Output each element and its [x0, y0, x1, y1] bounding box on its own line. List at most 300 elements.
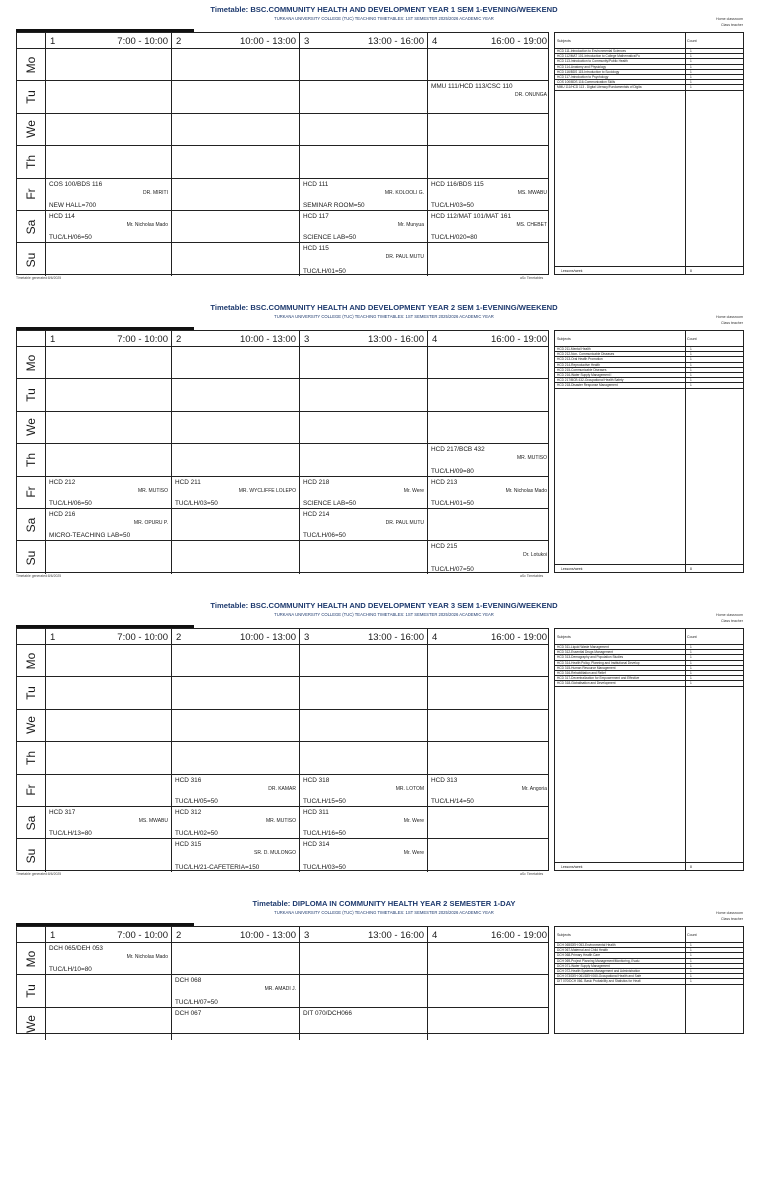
course-code: HCD 117 — [303, 213, 329, 220]
course-code: HCD 218 — [303, 478, 330, 486]
empty-cell — [171, 541, 299, 573]
period-time: 16:00 - 19:00 — [491, 334, 547, 345]
day-label-cell — [17, 379, 45, 410]
empty-cell — [171, 412, 299, 443]
subjects-list — [555, 645, 743, 687]
timetable-grid — [16, 32, 549, 275]
subjects-panel — [554, 32, 744, 275]
subject-name: HCD 212-Non- Communicable Diseases — [557, 352, 615, 357]
day-label-cell — [17, 477, 45, 508]
timetable-title: Timetable: BSC.COMMUNITY HEALTH AND DEVELOPMENT YEAR 2 SEM 1-EVENING/WEEKEND — [210, 303, 558, 312]
lecturer-name: DR. KAMAR — [268, 785, 296, 792]
empty-cell — [45, 742, 171, 773]
lessons-count: 8 — [690, 864, 692, 869]
empty-cell — [45, 645, 171, 676]
course-code: HCD 214 — [303, 511, 330, 518]
footer-generated: Timetable generated:8/6/2025 — [16, 871, 62, 876]
empty-cell — [299, 146, 427, 177]
subject-count: 1 — [690, 953, 692, 958]
subject-name: HCD 117-Introduction to Psychology — [557, 74, 609, 79]
day-row — [17, 412, 548, 444]
day-label-cell — [17, 839, 45, 871]
course-code: HCD 313 — [431, 776, 458, 784]
course-code: HCD 215 — [431, 543, 458, 551]
course-code: HCD 317 — [49, 809, 76, 816]
timetable-grid — [16, 330, 549, 573]
subject-count: 1 — [690, 948, 692, 953]
subject-count: 1 — [690, 378, 692, 383]
subject-count: 1 — [690, 357, 692, 362]
day-row — [17, 509, 548, 541]
empty-cell — [427, 146, 550, 177]
lecturer-name: MS. MWABU — [517, 189, 547, 196]
empty-cell — [171, 146, 299, 177]
subject-count: 1 — [690, 645, 692, 649]
period-number: 2 — [176, 632, 182, 643]
lecturer-name: DR. MIRITI — [143, 189, 168, 196]
subject-name: HCD 215-Communicable Diseases — [557, 367, 607, 372]
period-header-cell — [171, 33, 299, 48]
empty-cell — [171, 509, 299, 540]
empty-cell — [45, 541, 171, 573]
empty-cell — [171, 742, 299, 773]
lecturer-name: MR. WYCLIFFE LOLEPO — [238, 487, 296, 494]
day-label-cell — [17, 444, 45, 475]
lesson-cell — [45, 179, 171, 210]
subjects-label: Subjects — [557, 337, 571, 341]
empty-cell — [427, 839, 550, 871]
class-teacher-label: Class teacher — [721, 619, 743, 623]
timetable-subtitle: TURKANA UNIVERSITY COLLEGE (TUC) TEACHING TIMETABLES: 1ST SEMESTER 2025/2026 ACADEMIC YEAR — [274, 910, 494, 915]
room-name: TUC/LH/16=50 — [303, 830, 346, 838]
empty-cell — [299, 541, 427, 573]
footer-generated: Timetable generated:8/6/2025 — [16, 573, 62, 578]
lecturer-name: Mr. Angoria — [521, 785, 547, 792]
period-time: 7:00 - 10:00 — [117, 36, 168, 47]
subject-name: HCD 114-Anatomy and Physiology — [557, 64, 607, 69]
lesson-cell — [171, 807, 299, 838]
room-name: MICRO-TEACHING LAB=50 — [49, 532, 131, 540]
day-label: Mo — [24, 354, 38, 372]
course-code: HCD 116/BDS 115 — [431, 180, 484, 188]
subject-row — [555, 383, 743, 388]
day-row — [17, 541, 548, 573]
subject-name: DCH 065/DEH 053-Environmental Health — [557, 943, 616, 947]
timetable-section — [0, 596, 768, 894]
day-row — [17, 243, 548, 275]
subject-name: HCD 312-Essential Drugs Management — [557, 650, 613, 655]
empty-cell — [171, 347, 299, 378]
day-label-cell — [17, 347, 45, 378]
empty-cell — [171, 211, 299, 242]
timetable-title: Timetable: BSC.COMMUNITY HEALTH AND DEVELOPMENT YEAR 1 SEM 1-EVENING/WEEKEND — [210, 5, 558, 14]
period-header-row — [17, 331, 548, 347]
course-code: DCH 067 — [175, 1009, 202, 1017]
subject-count: 1 — [690, 958, 692, 963]
lesson-cell — [299, 211, 427, 242]
day-label: Mo — [24, 56, 38, 74]
course-code: DCH 068 — [175, 977, 202, 985]
period-time: 13:00 - 16:00 — [368, 930, 424, 941]
empty-cell — [427, 975, 550, 1006]
home-classroom-block — [716, 16, 743, 28]
empty-cell — [299, 710, 427, 741]
empty-cell — [45, 710, 171, 741]
day-row — [17, 775, 548, 807]
subjects-panel — [554, 628, 744, 871]
empty-cell — [299, 645, 427, 676]
timetable-subtitle: TURKANA UNIVERSITY COLLEGE (TUC) TEACHING TIMETABLES: 1ST SEMESTER 2025/2026 ACADEMIC YEAR — [274, 16, 494, 21]
subject-name: COS 100/BDS 116-Communication Skills — [557, 80, 616, 85]
day-label: Tu — [24, 984, 38, 998]
subject-name: DIT 070/DCH 066- Basic Probability and Statistics for Healt — [557, 979, 641, 984]
empty-cell — [299, 742, 427, 773]
class-teacher-label: Class teacher — [721, 23, 743, 27]
empty-cell — [427, 379, 550, 410]
subject-name: HCD 113-Introduction to Community/Public Health — [557, 59, 628, 64]
lecturer-name: Mr. Nicholas Mado — [126, 222, 168, 228]
empty-cell — [427, 509, 550, 540]
period-number: 4 — [432, 930, 438, 941]
subject-count: 1 — [690, 85, 692, 90]
home-classroom-block — [716, 612, 743, 624]
class-teacher-label: Class teacher — [721, 321, 743, 325]
empty-cell — [427, 645, 550, 676]
subject-name: HCD 317-Decentralization for Empowerment and Effective — [557, 676, 640, 681]
lesson-cell — [45, 211, 171, 242]
subject-count: 1 — [690, 59, 692, 64]
day-label: Su — [24, 252, 38, 267]
room-name: NEW HALL=700 — [49, 201, 97, 209]
subject-name: HCD 116/BDS 115-Introduction to Sociology — [557, 69, 620, 74]
period-time: 13:00 - 16:00 — [368, 632, 424, 643]
timetable-grid — [16, 628, 549, 871]
timetable-title: Timetable: DIPLOMA IN COMMUNITY HEALTH YEAR 2 SEMESTER 1-DAY — [252, 899, 516, 908]
course-code: HCD 216 — [49, 511, 76, 518]
day-label: Sa — [24, 517, 38, 533]
room-name: TUC/LH/06=50 — [49, 499, 92, 507]
course-code: HCD 316 — [175, 776, 202, 784]
lesson-cell — [171, 839, 299, 871]
subject-name: HCD 218-Disaster Response Management — [557, 383, 618, 388]
course-code: DCH 065/DEH 053 — [49, 945, 103, 952]
lesson-cell — [299, 775, 427, 806]
subject-name: HCD 316-Rehabilitation and Relief — [557, 670, 606, 675]
subject-count: 1 — [690, 347, 692, 351]
period-header-cell — [171, 629, 299, 644]
home-classroom-block — [716, 314, 743, 326]
empty-cell — [45, 81, 171, 112]
day-label: We — [24, 716, 38, 735]
period-time: 7:00 - 10:00 — [117, 334, 168, 345]
subject-name: DCH 071-Water Supply Management — [557, 963, 610, 968]
lecturer-name: DR. ONUNGA — [515, 92, 547, 99]
lesson-cell — [427, 179, 550, 210]
period-number: 4 — [432, 632, 438, 643]
day-row — [17, 477, 548, 509]
subject-row — [555, 979, 743, 984]
timetable-subtitle: TURKANA UNIVERSITY COLLEGE (TUC) TEACHING TIMETABLES: 1ST SEMESTER 2025/2026 ACADEMIC YEAR — [274, 612, 494, 617]
home-classroom-label: Home classroom — [716, 911, 743, 915]
room-name: TUC/LH/020=80 — [431, 234, 478, 242]
subject-name: MMU 111/HCD 113 - Digital Literacy/Fundamentals of Digita — [557, 85, 642, 90]
lecturer-name: MS. MWABU — [138, 818, 168, 824]
day-label-cell — [17, 975, 45, 1006]
room-name: SCIENCE LAB=50 — [303, 499, 357, 507]
subject-name: DCH 069-Project Planning Management/Monitoring, Evalu — [557, 958, 640, 963]
day-label-cell — [17, 211, 45, 242]
lecturer-name: MR. OPURU P. — [133, 520, 168, 526]
timetable-title: Timetable: BSC.COMMUNITY HEALTH AND DEVELOPMENT YEAR 3 SEM 1-EVENING/WEEKEND — [210, 601, 558, 610]
lesson-cell — [171, 975, 299, 1006]
subjects-panel — [554, 330, 744, 573]
subject-count: 1 — [690, 943, 692, 947]
subject-count: 1 — [690, 80, 692, 85]
day-row — [17, 839, 548, 871]
room-name: SCIENCE LAB=50 — [303, 234, 357, 242]
count-label: Count — [687, 337, 697, 341]
period-header-cell — [427, 629, 550, 644]
day-row — [17, 49, 548, 81]
day-row — [17, 114, 548, 146]
subject-count: 1 — [690, 670, 692, 675]
lessons-label: Lessons/week — [561, 566, 583, 571]
lesson-cell — [427, 775, 550, 806]
lecturer-name: SR. D. MULONGO — [254, 850, 296, 857]
room-name: TUC/LH/14=50 — [431, 797, 474, 805]
empty-cell — [45, 49, 171, 80]
empty-cell — [171, 645, 299, 676]
room-name: TUC/LH/06=50 — [49, 234, 92, 242]
period-header-cell — [45, 927, 171, 942]
day-label-cell — [17, 146, 45, 177]
empty-cell — [427, 943, 550, 974]
course-code: HCD 311 — [303, 809, 329, 816]
subject-name: HCD 217/BCB 432-Occupational Health Safety — [557, 378, 624, 383]
period-number: 2 — [176, 334, 182, 345]
day-row — [17, 645, 548, 677]
period-number: 2 — [176, 930, 182, 941]
room-name: TUC/LH/09=80 — [431, 467, 474, 475]
day-label-cell — [17, 81, 45, 112]
lecturer-name: MR. MUTISO — [138, 487, 168, 494]
empty-cell — [299, 677, 427, 708]
day-label: Tu — [24, 388, 38, 402]
lessons-per-week-row — [555, 564, 743, 572]
period-time: 7:00 - 10:00 — [117, 632, 168, 643]
period-number: 3 — [304, 36, 310, 47]
subjects-panel — [554, 926, 744, 1034]
subject-count: 1 — [690, 352, 692, 357]
lessons-count: 8 — [690, 566, 692, 571]
class-teacher-label: Class teacher — [721, 917, 743, 921]
subject-count: 1 — [690, 974, 692, 979]
empty-cell — [171, 243, 299, 275]
count-label: Count — [687, 635, 697, 639]
period-number: 1 — [50, 930, 56, 941]
period-time: 10:00 - 13:00 — [240, 632, 296, 643]
subject-count: 1 — [690, 362, 692, 367]
room-name: TUC/LH/03=50 — [431, 201, 474, 209]
subjects-label: Subjects — [557, 933, 571, 937]
subject-name: DCH 068-Primary Health Care — [557, 953, 601, 958]
period-number: 3 — [304, 334, 310, 345]
period-header-cell — [299, 33, 427, 48]
course-code: HCD 318 — [303, 776, 330, 784]
period-time: 7:00 - 10:00 — [117, 930, 168, 941]
lesson-cell — [299, 477, 427, 508]
day-row — [17, 710, 548, 742]
subject-count: 1 — [690, 372, 692, 377]
course-code: HCD 314 — [303, 841, 330, 849]
course-code: HCD 212 — [49, 478, 76, 486]
subjects-header — [555, 927, 743, 943]
lecturer-name: Mr. Munyua — [397, 222, 424, 228]
period-header-cell — [45, 629, 171, 644]
day-label: Su — [24, 848, 38, 863]
course-code: HCD 114 — [49, 213, 75, 220]
lecturer-name: MR. AMADI J. — [264, 986, 296, 993]
empty-cell — [171, 114, 299, 145]
day-label: Fr — [24, 784, 38, 796]
day-label-cell — [17, 677, 45, 708]
day-label: Fr — [24, 486, 38, 498]
empty-cell — [171, 379, 299, 410]
course-code: DIT 070/DCH066 — [303, 1009, 352, 1017]
footer-software: aSc Timetables — [520, 573, 544, 578]
lessons-count: 8 — [690, 268, 692, 273]
room-name: TUC/LH/10=80 — [49, 966, 92, 974]
day-label-cell — [17, 541, 45, 573]
empty-cell — [299, 412, 427, 443]
lesson-cell — [299, 509, 427, 540]
day-label: We — [24, 1015, 38, 1033]
empty-cell — [427, 114, 550, 145]
course-code: HCD 111 — [303, 180, 329, 188]
day-row — [17, 179, 548, 211]
period-header-row — [17, 629, 548, 645]
room-name: TUC/LH/01=50 — [303, 267, 346, 275]
subject-count: 1 — [690, 968, 692, 973]
subject-count: 1 — [690, 367, 692, 372]
lesson-cell — [427, 541, 550, 573]
period-header-cell — [427, 33, 550, 48]
period-header-row — [17, 33, 548, 49]
room-name: TUC/LH/13=80 — [49, 830, 92, 838]
empty-cell — [427, 412, 550, 443]
empty-cell — [45, 839, 171, 871]
day-label: We — [24, 418, 38, 437]
course-code: HCD 217/BCB 432 — [431, 446, 485, 454]
lecturer-name: DR. PAUL MUTU — [385, 254, 424, 261]
empty-cell — [45, 975, 171, 1006]
subject-count: 1 — [690, 681, 692, 686]
subject-name: DCH 067-Maternal and Child Health — [557, 948, 609, 953]
day-label-cell — [17, 710, 45, 741]
day-label: Mo — [24, 652, 38, 670]
day-row — [17, 975, 548, 1007]
subject-count: 1 — [690, 655, 692, 660]
day-label-cell — [17, 807, 45, 838]
period-time: 16:00 - 19:00 — [491, 930, 547, 941]
period-header-cell — [45, 331, 171, 346]
lecturer-name: Mr. Were — [403, 818, 424, 824]
empty-cell — [427, 677, 550, 708]
subject-count: 1 — [690, 383, 692, 388]
lecturer-name: DR. PAUL MUTU — [385, 520, 424, 526]
subject-name: HCD 216-Water Supply Management I — [557, 372, 612, 377]
subject-name: HCD 214-Reproductive Health — [557, 362, 601, 367]
lessons-per-week-row — [555, 862, 743, 870]
period-time: 13:00 - 16:00 — [368, 36, 424, 47]
subject-count: 1 — [690, 676, 692, 681]
period-number: 4 — [432, 36, 438, 47]
empty-cell — [427, 807, 550, 838]
room-name: TUC/LH/02=50 — [175, 830, 218, 838]
day-label: Th — [24, 452, 38, 467]
period-header-row — [17, 927, 548, 943]
course-code: HCD 115 — [303, 245, 329, 253]
lecturer-name: MR. LOTOM — [395, 785, 424, 792]
period-header-cell — [171, 331, 299, 346]
timetable-section — [0, 0, 768, 298]
lessons-label: Lessons/week — [561, 268, 583, 273]
lecturer-name: MR. MUTISO — [517, 455, 547, 462]
empty-cell — [171, 444, 299, 475]
empty-cell — [427, 49, 550, 80]
day-label-cell — [17, 775, 45, 806]
empty-cell — [299, 347, 427, 378]
day-label-cell — [17, 645, 45, 676]
period-header-cell — [171, 927, 299, 942]
empty-cell — [171, 49, 299, 80]
day-label-cell — [17, 943, 45, 974]
lecturer-name: Dr. Lotukoi — [523, 552, 547, 559]
empty-cell — [171, 179, 299, 210]
period-number: 4 — [432, 334, 438, 345]
lecturer-name: Mr. Were — [403, 487, 424, 494]
day-label: Su — [24, 550, 38, 565]
day-row — [17, 146, 548, 178]
subjects-header — [555, 33, 743, 49]
subject-name: HCD 112/MAT 101-Introduction to College Mathematics/Fu — [557, 54, 640, 59]
lesson-cell — [299, 179, 427, 210]
count-label: Count — [687, 39, 697, 43]
lesson-cell — [299, 243, 427, 275]
subject-count: 1 — [690, 69, 692, 74]
footer-generated: Timetable generated:8/6/2025 — [16, 275, 62, 280]
subject-count: 1 — [690, 963, 692, 968]
empty-cell — [299, 975, 427, 1006]
course-code: HCD 112/MAT 101/MAT 161 — [431, 213, 512, 220]
empty-cell — [171, 710, 299, 741]
period-time: 10:00 - 13:00 — [240, 36, 296, 47]
timetable-grid — [16, 926, 549, 1034]
day-label-cell — [17, 509, 45, 540]
day-label: Sa — [24, 815, 38, 831]
lecturer-name: MR. MUTISO — [266, 818, 296, 824]
day-label: Th — [24, 154, 38, 169]
subject-count: 1 — [690, 979, 692, 984]
subject-count: 1 — [690, 54, 692, 59]
period-header-cell — [427, 331, 550, 346]
empty-cell — [45, 146, 171, 177]
day-row — [17, 742, 548, 774]
room-name: TUC/LH/05=50 — [175, 797, 218, 805]
empty-cell — [45, 379, 171, 410]
course-code: HCD 315 — [175, 841, 202, 849]
day-label-cell — [17, 243, 45, 275]
